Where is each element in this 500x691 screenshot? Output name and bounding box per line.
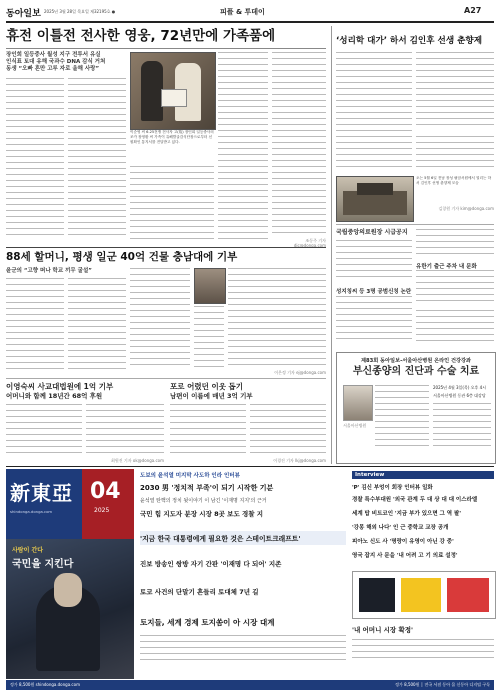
event-box [336, 352, 496, 464]
masthead [6, 4, 494, 20]
event-doctor-photo [343, 385, 373, 421]
toc-item: 2030 男 '정치적 부족'이 되기 시작한 기분 [140, 484, 274, 492]
notices-body-col1 [336, 240, 412, 284]
ad-footer [6, 680, 494, 690]
notices-body-col2 [416, 229, 494, 257]
interview-item: 영국 잡지 사 문을 '내 어려 고 기 의료 설정' [352, 553, 458, 559]
story1-headline: 휴전 이틀전 전사한 영웅, 72년만에 가족품에 [6, 28, 276, 44]
story3-body-col1 [6, 404, 82, 460]
ad-interview [352, 471, 494, 675]
interview-heading: Interview [352, 471, 494, 479]
story1-subhead [6, 52, 126, 73]
interview-item: 'P' 김신 부엉이 회장 인터뷰 일화 [352, 485, 433, 491]
story1-body-col3 [130, 166, 214, 244]
story1-body-col1 [6, 78, 64, 243]
toc-item: '지금 한국 대통령에게 필요한 것은 스테이트크래프트' [140, 531, 346, 545]
story1-body-col5 [272, 52, 326, 238]
toc-item: 윤석열 탄핵의 정치 뒷이야기 이 남긴 '이재명 지지'의 근거 [140, 498, 267, 504]
notices-title: 국립중앙의료원장 시급공지 [336, 229, 408, 236]
page-number: A27 [464, 6, 482, 15]
ad-brand-block [6, 469, 82, 539]
ad-url: shindonga.donga.com [10, 509, 53, 514]
notice-item: 성지칭씨 등 3명 공범신칭 논란 [336, 289, 412, 295]
event-host: 서울아산병원 [343, 423, 367, 428]
event-title: 부신종양의 진단과 수술 치료 [352, 366, 480, 377]
story3-subhead: 어머니와 함께 18년간 68억 후원 [6, 392, 103, 400]
event-body-col1 [375, 385, 429, 455]
ad-footer-right: 정가 8,500원 │ 전국 서점 동아 몰 신동아 디지털 구독 [395, 682, 490, 687]
notices-body-col5 [416, 310, 494, 346]
story1-body-col4 [218, 52, 268, 244]
story5-headline: ‘성리학 대가’ 하서 김인후 선생 춘향제 [336, 36, 483, 46]
shindonga-ad [6, 469, 494, 685]
story4-subhead: 남편이 이름에 매년 3억 기부 [170, 392, 253, 400]
ad-footer-left: 정가 8,500원 shindonga.donga.com [10, 682, 80, 687]
interview-item: 피아노 신도 사 '명랑이 유영이 아닌 강 중' [352, 539, 454, 545]
subhead-line: 장인희 일등중사 월성 지구 전투서 유실 [6, 52, 101, 58]
ad-issue-block [82, 469, 134, 539]
notices-body-col4 [336, 296, 412, 346]
story2-subhead: 윤군의 “고향 떠나 학교 끼무 굴설” [6, 268, 92, 274]
ad-interview-body [352, 639, 494, 669]
story5-byline: 김창원 기자 kim@donga.com [438, 206, 494, 211]
toc-item: 진보 방송인 쌍방 자기 간판 '이재명 다 되어' 지존 [140, 560, 282, 568]
event-body-col2 [433, 403, 491, 453]
story4-headline: 포로 어렸던 이웃 돕기 [170, 382, 244, 391]
story1-byline: 조동주 기자 djc@donga.com [293, 238, 326, 248]
story5-body-col1 [336, 52, 412, 174]
ad-brand: 新東亞 [10, 481, 73, 505]
story5-photo [336, 176, 414, 222]
toc-item: 도보의 윤석열 미지막 사도하 인라 인터뷰 [140, 473, 240, 479]
story2-body-col3 [130, 268, 190, 373]
story5-body-col3 [416, 136, 494, 174]
event-date: 2025년 4월 3일(목) 오후 4시 [433, 385, 487, 390]
toc-item: 토코 사건의 단말기 흔들리 토대체 7년 길 [140, 588, 259, 596]
ad-cover-image [6, 539, 134, 679]
story2-byline: 이은정 기자 ej@donga.com [274, 370, 326, 375]
interview-item: 경찰 특수부대원 '외국 관계 두 대 상 대 대 이스라엘 [352, 497, 478, 503]
interview-item: 세계 탑 비트코인 '지금 부가 있으면 그 역 팔' [352, 511, 462, 517]
interview-item: '강몽 해외 나다' 인 근 중학교 교장 공개 [352, 525, 449, 531]
subhead-line: 동생 “오빠 혼만 고루 자로 올해 사랑” [6, 66, 100, 72]
story2-body-col1 [6, 278, 64, 378]
story4-body-col1 [170, 404, 246, 460]
story2-photo [194, 268, 226, 304]
notice-item: 유한기 출근 주차 내 문화 [416, 264, 477, 270]
ad-cover-title: 국민을 지킨다 [12, 559, 74, 570]
event-venue: 서울아산병원 동관 6층 대강당 [433, 393, 486, 398]
masthead-date: 2025년 3월 28일 목요일 제32195호 ● [44, 9, 116, 14]
toc-item: 국민 힘 지도자 분장 시장 8곳 보도 경찰 지 [140, 510, 264, 518]
ad-badge-block [352, 571, 496, 619]
story3-byline: 최원진 기자 ok@donga.com [111, 458, 164, 463]
toc-item: 토지들, 세계 경제 토지쏨이 아 시장 대계 [140, 618, 275, 627]
story2-headline: 88세 할머니, 평생 일군 40억 건물 충남대에 기부 [6, 251, 238, 263]
story2-body-col2 [68, 278, 126, 378]
story2-body-col5 [228, 268, 326, 373]
story5-photo-caption: 오는 5월 6일 전남 장성 필암서원에서 열리는 하서 김인후 선생 춘향제 모습 [416, 176, 492, 185]
story1-body-col2 [68, 78, 126, 243]
story1-photo-caption: 이순영 씨 6.25전쟁 전사자 고(故) 장인희 일등중사의 조카 장영환 씨 가족이 유해발굴감식단장으로부터 신원확인 통지서를 전달받고 있다. [130, 130, 214, 144]
subhead-line: 인식표 토대 유해 국과수 DNA 감식 거쳐 [6, 59, 106, 65]
ad-toc [140, 471, 346, 675]
story4-byline: 이경진 기자 lkj@donga.com [273, 458, 326, 463]
interview-item: '내 어머니 시장 확정' [352, 626, 414, 634]
story4-body-col2 [250, 404, 326, 460]
story1-photo [130, 52, 216, 130]
ad-issue-year: 2025 [94, 507, 110, 514]
story3-headline: 이영숙씨 사교대법원에 1억 기부 [6, 382, 114, 391]
story3-body-col2 [86, 404, 164, 460]
section-name: 피플 & 투데이 [220, 8, 265, 16]
story2-body-col4 [194, 306, 224, 376]
masthead-logo: 동아일보 [6, 9, 41, 19]
ad-issue-number: 04 [90, 479, 121, 504]
notices-body-col3 [416, 270, 494, 310]
ad-toc-body [140, 635, 346, 671]
story5-body-col2 [416, 52, 494, 134]
ad-cover-kicker: 사람이 간다 [12, 547, 44, 554]
event-kicker: 제83회 동아일보-서울아산병원 온라인 건강강좌 [360, 358, 471, 364]
